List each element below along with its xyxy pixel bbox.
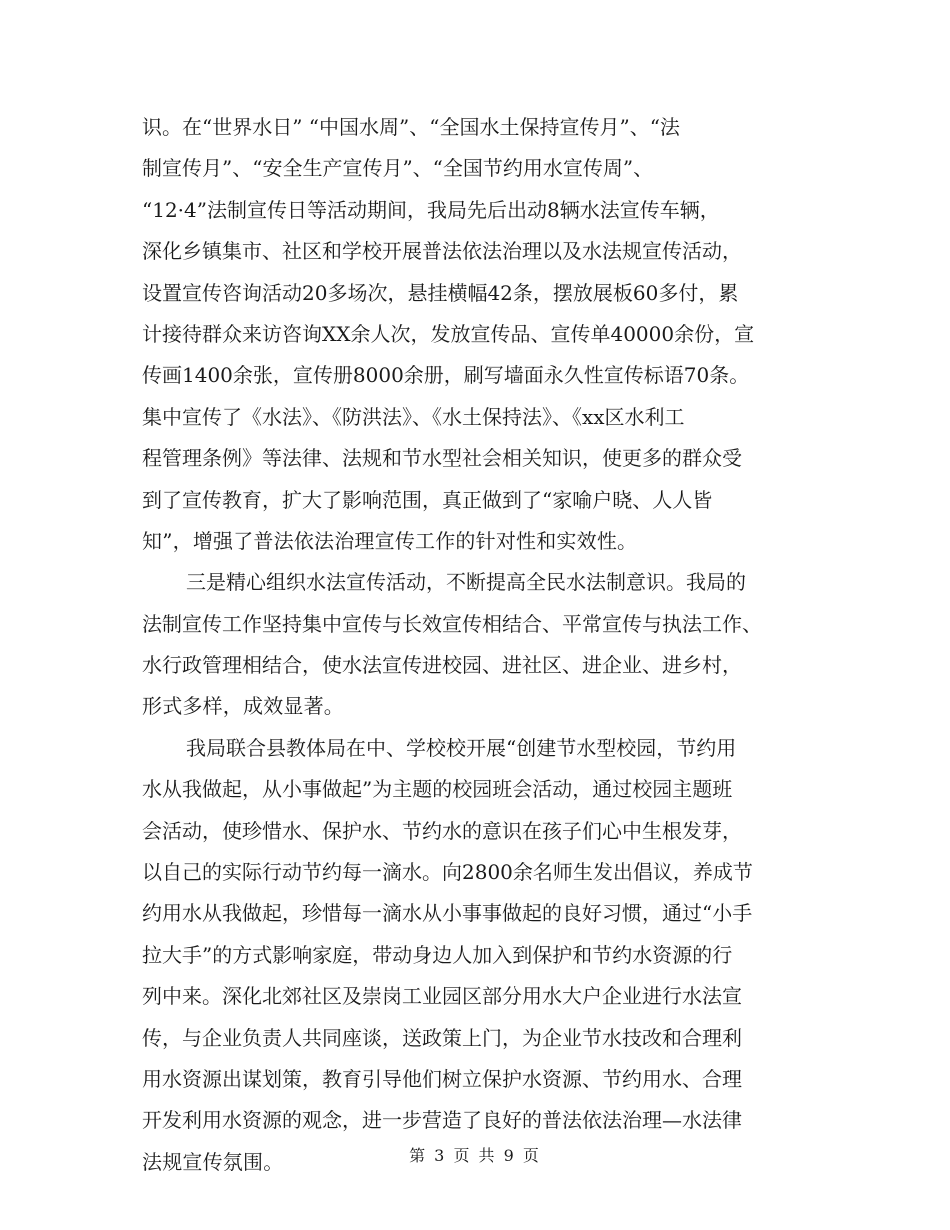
text-line: 拉大手”的方式影响家庭，带动身边人加入到保护和节约水资源的行	[142, 942, 733, 967]
text-line: “12·4”法制宣传日等活动期间，我局先后出动8辆水法宣传车辆，	[142, 197, 720, 222]
text-line: 三是精心组织水法宣传活动，不断提高全民水法制意识。我局的	[186, 570, 746, 595]
text-line: 以自己的实际行动节约每一滴水。向2800余名师生发出倡议，养成节	[142, 860, 753, 885]
text-line: 程管理条例》等法律、法规和节水型社会相关知识，使更多的群众受	[142, 446, 742, 471]
text-line: 法规宣传氛围。	[142, 1149, 284, 1174]
text-line: 形式多样，成效显著。	[142, 694, 344, 719]
text-line: 设置宣传咨询活动20多场次，悬挂横幅42条，摆放展板60多付，累	[142, 280, 739, 305]
text-line: 到了宣传教育，扩大了影响范围，真正做到了“家喻户晓、人人皆	[142, 487, 713, 512]
text-line: 法制宣传工作坚持集中宣传与长效宣传相结合、平常宣传与执法工作、	[142, 611, 762, 636]
page-number: 第 3 页 共 9 页	[409, 1146, 541, 1165]
body-text	[142, 107, 812, 1183]
text-line: 开发利用水资源的观念，进一步营造了良好的普法依法治理—水法律	[142, 1108, 742, 1133]
text-line: 列中来。深化北郊社区及崇岗工业园区部分用水大户企业进行水法宣	[142, 984, 742, 1009]
text-line: 深化乡镇集市、社区和学校开展普法依法治理以及水法规宣传活动，	[142, 239, 742, 264]
text-line: 制宣传月”、“安全生产宣传月”、“全国节约用水宣传周”、	[142, 156, 654, 181]
text-line: 我局联合县教体局在中、学校校开展“创建节水型校园，节约用	[186, 735, 737, 760]
text-line: 水从我做起，从小事做起”为主题的校园班会活动，通过校园主题班	[142, 777, 733, 802]
text-line: 计接待群众来访咨询XX余人次，发放宣传品、宣传单40000余份，宣	[142, 321, 755, 346]
text-line: 会活动，使珍惜水、保护水、节约水的意识在孩子们心中生根发芽，	[142, 818, 742, 843]
text-line: 约用水从我做起，珍惜每一滴水从小事事做起的良好习惯，通过“小手	[142, 901, 753, 926]
text-line: 识。在“世界水日” “中国水周”、“全国水土保持宣传月”、“法	[142, 115, 680, 139]
text-line: 用水资源出谋划策，教育引导他们树立保护水资源、节约用水、合理	[142, 1066, 742, 1091]
text-line: 传，与企业负责人共同座谈，送政策上门，为企业节水技改和合理利	[142, 1025, 742, 1050]
text-line: 传画1400余张，宣传册8000余册，刷写墙面永久性宣传标语70条。	[142, 363, 750, 388]
text-line: 集中宣传了《水法》、《防洪法》、《水土保持法》、《xx区水利工	[142, 404, 685, 429]
text-line: 知”，增强了普法依法治理宣传工作的针对性和实效性。	[142, 528, 638, 553]
text-line: 水行政管理相结合，使水法宣传进校园、进社区、进企业、进乡村，	[142, 653, 742, 678]
